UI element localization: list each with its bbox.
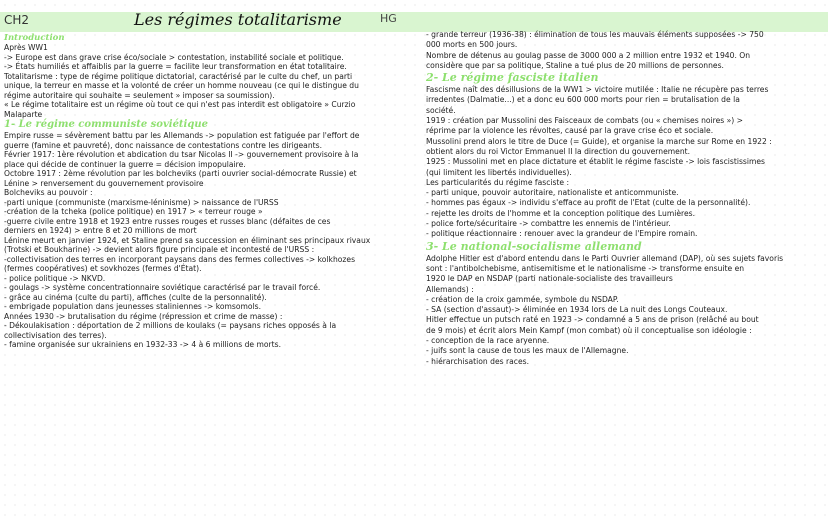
section2-heading: 2- Le régime fasciste italien — [426, 71, 599, 85]
right-column — [426, 30, 824, 367]
section1-text: Empire russe = sévèrement battu par les Allemands -> population est fatiguée par l'effort de guerre (famine et pauvreté), donc naissance de contestations contre les dirigeants. Février 1917: 1ère révolution et abdication du tsar Nicolas II -> gouvernement provisoire à la place qui décide de continuer la guerre = décision impopulaire. Octobre 1917 : 2ème révolution par les bolcheviks (parti ouvrier social-démocrate Russie) et Lénine > renversement du gouvernement provisoire Bolcheviks au pouvoir : -parti unique (communiste (marxisme-léninisme) > naissance de l'URSS -création de la tcheka (police politique) en 1917 > « terreur rouge » -guerre civile entre 1918 et 1923 entre russes rouges et russes blanc (défaites de ces derniers en 1924) > entre 8 et 20 millions de mort Lénine meurt en janvier 1924, et Staline prend sa succession en éliminant ses principaux rivaux (Trotski et Boukharine) -> devient alors figure principale et incontesté de l'URSS : -collectivisation des terres en incorporant paysans dans des fermes collectives -> kolkhozes (fermes coopératives) et sovkhozes (fermes d'État). - police politique -> NKVD. - goulags -> système concentrationnaire soviétique caractérisé par le travail forcé. - grâce au cinéma (culte du parti), affiches (culte de la personnalité). - embrigade population dans jeunesses staliniennes -> komsomols. Années 1930 -> brutalisation du régime (répression et crime de masse) : - Dékoulakisation : déportation de 2 millions de koulaks (= paysans riches opposés à la collectivisation des terres). - famine organisée sur ukrainiens en 1932-33 -> 4 à 6 millions de morts. — [4, 131, 371, 349]
chapter-label: CH2 — [4, 13, 30, 27]
section1-heading: 1- Le régime communiste soviétique — [4, 119, 208, 130]
section3-text: Adolphe Hitler est d'abord entendu dans le Parti Ouvrier allemand (DAP), où ses sujets favoris sont : l'antibolchebisme, antisemitisme et le nationalisme -> transforme ensuite en 1920 le DAP en NSDAP (parti nationale-socialiste des travailleurs Allemands) : - création de la croix gammée, symbole du NSDAP. - SA (section d'assaut)-> éliminée en 1934 lors de La nuit des Longs Couteaux. Hitler effectue un putsch raté en 1923 -> condamné a 5 ans de prison (relâché au bout de 9 mois) et écrit alors Mein Kampf (mon combat) où il conceptualise son idéologie : - conception de la race aryenne. - juifs sont la cause de tous les maux de l'Allemagne. - hiérarchisation des races. — [426, 253, 784, 366]
introduction-heading: Introduction — [4, 33, 65, 43]
left-column — [4, 33, 414, 350]
page-title: Les régimes totalitarisme — [134, 10, 342, 29]
section2-text: Fascisme naît des désillusions de la WW1 > victoire mutilée : Italie ne récupère pas terres irredentes (Dalmatie...) et a donc eu 600 000 morts pour rien = brutalisation de la société. 1919 : création par Mussolini des Faisceaux de combats (ou « chemises noires ») > réprime par la violence les révoltes, causé par la grave crise éco et sociale. Mussolini prend alors le titre de Duce (= Guide), et organise la marche sur Rome en 1922 : obtient alors du roi Victor Emmanuel II la direction du gouvernement. 1925 : Mussolini met en place dictature et établit le régime fasciste -> lois fascistissimes (qui limitent les libertés individuelles). Les particularités du régime fasciste : - parti unique, pouvoir autoritaire, nationaliste et anticommuniste. - hommes pas égaux -> individu s'efface au profit de l'Etat (culte de la personnalité). - rejette les droits de l'homme et la conception politique des Lumières. - police forte/sécuritaire -> combattre les ennemis de l'intérieur. - politique réactionnaire : renouer avec la grandeur de l'Empire romain. — [426, 85, 772, 239]
subject-label: HG — [380, 12, 397, 25]
section3-heading: 3- Le national-socialisme allemand — [426, 239, 642, 253]
introduction-text: Après WW1 -> Europe est dans grave crise éco/sociale > contestation, instabilité sociale et politique. -> États humiliés et affaiblis par la guerre = facilite leur transformation en état totalitaire. Totalitarisme : type de régime politique dictatorial, caractérisé par le culte du chef, un parti unique, la terreur en masse et la volonté de créer un homme nouveau (ce qui le distingue du régime autoritaire qui souhaite = seulement » imposer sa soumission). « Le régime totalitaire est un régime où tout ce qui n'est pas interdit est obligatoire » Curzio Malaparte — [4, 43, 359, 119]
continued-text: - grande terreur (1936-38) : élimination de tous les mauvais éléments supposées -> 750 000 morts en 500 jours. Nombre de détenus au goulag passe de 3000 000 a 2 million entre 1932 et 1940. On considère que par sa politique, Staline a tué plus de 20 millions de personnes. — [426, 30, 764, 70]
header-bar — [0, 12, 828, 32]
